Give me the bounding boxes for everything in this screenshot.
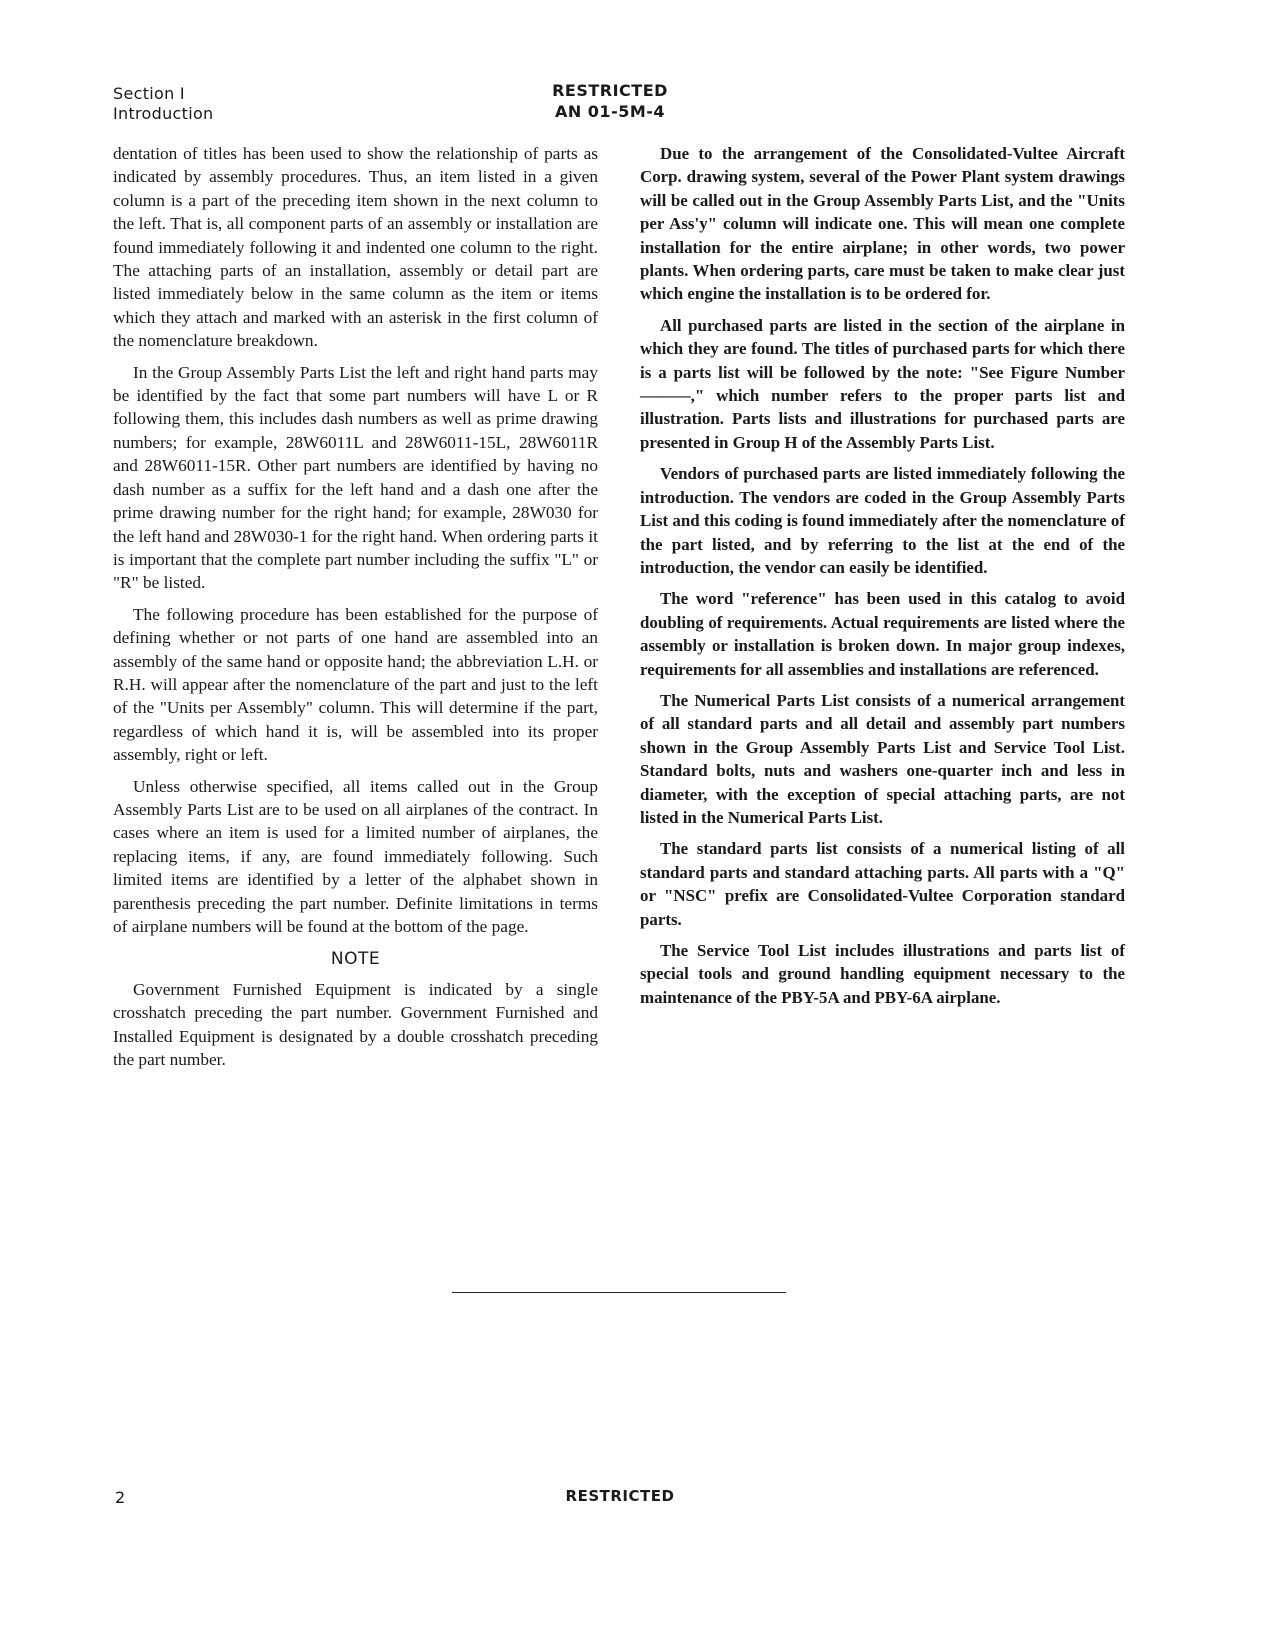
note-heading: NOTE: [330, 949, 381, 970]
paragraph: The word "reference" has been used in this catalog to avoid doubling of requirements. Actual requirements are listed where the assembly or installation is broken down. In major group indexes, requirements for all assemblies and installations are referenced.: [640, 589, 1125, 679]
left-text-column: [113, 142, 598, 1079]
paragraph: The standard parts list consists of a numerical listing of all standard parts and standard attaching parts. All parts with a "Q" or "NSC" prefix are Consolidated-Vultee Corporation standard parts.: [640, 839, 1125, 929]
paragraph: Due to the arrangement of the Consolidated-Vultee Aircraft Corp. drawing system, several of the Power Plant system drawings will be called out in the Group Assembly Parts List, and the "Units per Ass'y" column will indicate one. This will mean one complete installation for the entire airplane; in other words, two power plants. When ordering parts, care must be taken to make clear just which engine the installation is to be ordered for.: [640, 144, 1125, 304]
paragraph: All purchased parts are listed in the section of the airplane in which they are found. The titles of purchased parts for which there is a parts list will be followed by the note: "See Figure Number———," which number refers to the proper parts list and illustration. Parts lists and illustrations for purchased parts are presented in Group H of the Assembly Parts List.: [640, 315, 1125, 452]
paragraph: Vendors of purchased parts are listed immediately following the introduction. The vendors are coded in the Group Assembly Parts List and this coding is found immediately after the nomenclature of the part listed, and by referring to the list at the end of the introduction, the vendor can easily be identified.: [640, 464, 1125, 577]
section-title: Introduction: [113, 104, 214, 123]
header-classification: RESTRICTED: [552, 81, 668, 100]
section-divider: [452, 1292, 786, 1293]
page-number: 2: [115, 1488, 126, 1507]
page-header-center: [520, 80, 700, 122]
section-label: Section I: [113, 84, 185, 103]
note-body: Government Furnished Equipment is indicated by a single crosshatch preceding the part number. Government Furnished and Installed Equipment is designated by a double crosshatch preceding the part number.: [113, 979, 598, 1070]
right-text-column: [640, 142, 1125, 1017]
paragraph: Unless otherwise specified, all items called out in the Group Assembly Parts List are to be used on all airplanes of the contract. In cases where an item is used for a limited number of airplanes, the replacing items, if any, are found immediately following. Such limited items are identified by a letter of the alphabet shown in parenthesis preceding the part number. Definite limitations in terms of airplane numbers will be found at the bottom of the page.: [113, 776, 598, 936]
paragraph: dentation of titles has been used to show the relationship of parts as indicated by assembly procedures. Thus, an item listed in a given column is a part of the preceding item shown in the next column to the left. That is, all component parts of an assembly or installation are found immediately following it and indented one column to the right. The attaching parts of an installation, assembly or detail part are listed immediately below in the same column as the item or items which they attach and marked with an asterisk in the first column of the nomenclature breakdown.: [113, 144, 598, 351]
document-number: AN 01-5M-4: [554, 102, 666, 121]
paragraph: The following procedure has been established for the purpose of defining whether or not parts of one hand are assembled into an assembly of the same hand or opposite hand; the abbreviation L.H. or R.H. will appear after the nomenclature of the part and just to the left of the "Units per Assembly" column. This will determine if the part, regardless of which hand it is, will be assembled into its proper assembly, right or left.: [113, 604, 598, 765]
paragraph: The Service Tool List includes illustrations and parts list of special tools and ground handling equipment necessary to the maintenance of the PBY-5A and PBY-6A airplane.: [640, 941, 1125, 1007]
paragraph: The Numerical Parts List consists of a numerical arrangement of all standard parts and all detail and assembly part numbers shown in the Group Assembly Parts List and Service Tool List. Standard bolts, nuts and washers one-quarter inch and less in diameter, with the exception of special attaching parts, are not listed in the Numerical Parts List.: [640, 690, 1125, 827]
paragraph: In the Group Assembly Parts List the left and right hand parts may be identified by the fact that some part numbers will have L or R following them, this includes dash numbers as well as prime drawing numbers; for example, 28W6011L and 28W6011-15L, 28W6011R and 28W6011-15R. Other part numbers are identified by having no dash number as a suffix for the left hand and a dash one after the prime drawing number for the right hand; for example, 28W030 for the left hand and 28W030-1 for the right hand. When ordering parts it is important that the complete part number including the suffix "L" or "R" be listed.: [113, 362, 598, 593]
footer-classification: RESTRICTED: [565, 1487, 675, 1505]
page-header-left: [113, 84, 214, 124]
